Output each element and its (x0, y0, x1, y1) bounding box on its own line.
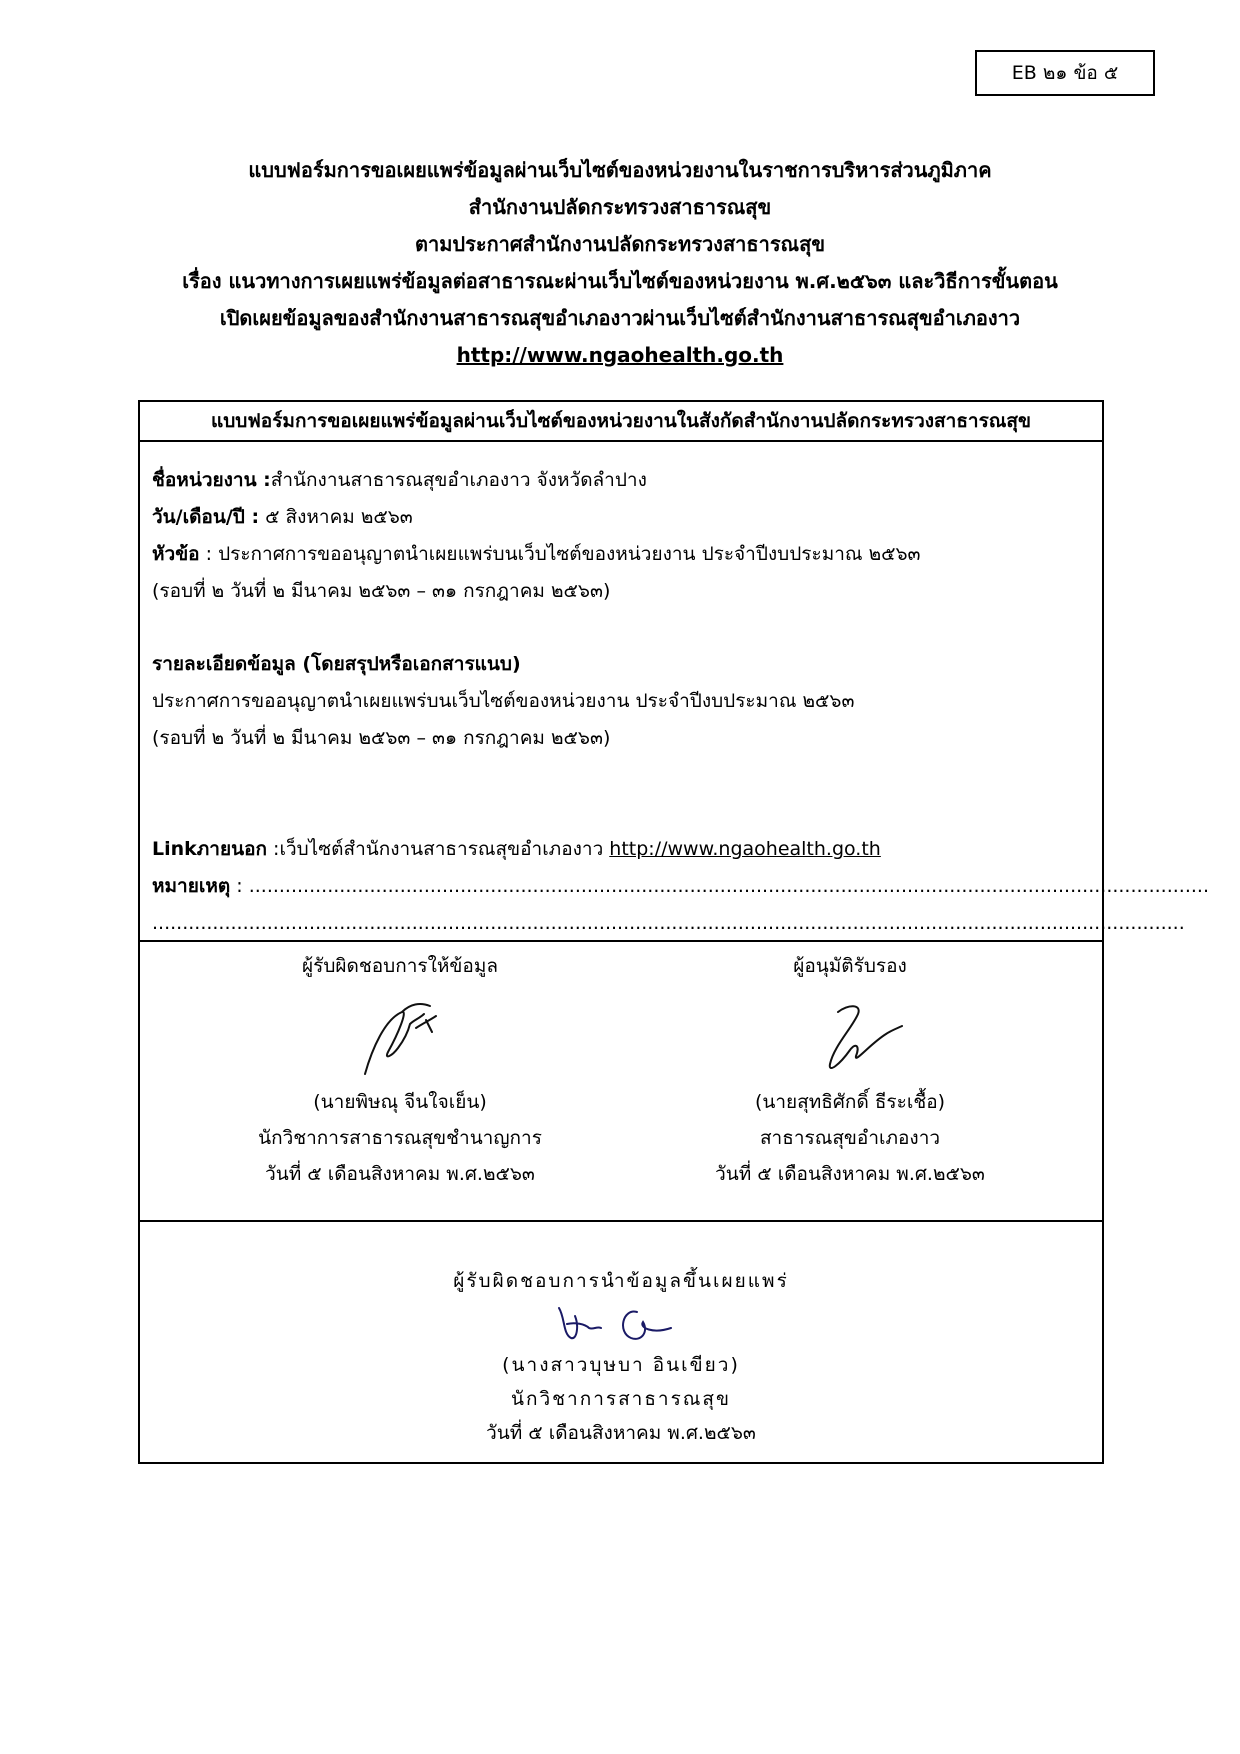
header-line-2: สำนักงานปลัดกระทรวงสาธารณสุข (468, 195, 772, 219)
form-title: แบบฟอร์มการขอเผยแพร่ข้อมูลผ่านเว็บไซต์ของหน่วยงานในสังกัดสำนักงานปลัดกระทรวงสาธารณสุข (140, 402, 1102, 442)
section-divider-1 (140, 940, 1102, 942)
external-link-url[interactable]: http://www.ngaohealth.go.th (609, 838, 881, 860)
responsible-date: วันที่ ๕ เดือนสิงหาคม พ.ศ.๒๕๖๓ (265, 1163, 535, 1185)
responsible-heading: ผู้รับผิดชอบการให้ข้อมูล (302, 955, 498, 977)
publisher-signature-block (140, 1264, 1102, 1450)
external-link-label: Linkภายนอก (152, 838, 268, 860)
detail-line-2: (รอบที่ ๒ วันที่ ๒ มีนาคม ๒๕๖๓ – ๓๑ กรกฎาคม ๒๕๖๓) (152, 727, 611, 749)
publisher-heading: ผู้รับผิดชอบการนำข้อมูลขึ้นเผยแพร่ (453, 1270, 789, 1292)
responsible-name: (นายพิษณุ จีนใจเย็น) (313, 1091, 487, 1113)
form-info-section (152, 462, 1209, 942)
approver-signature-block (680, 948, 1020, 1192)
header-url-link[interactable]: http://www.ngaohealth.go.th (456, 343, 784, 367)
date-label: วัน/เดือน/ปี : (152, 506, 260, 528)
note-dots: : ............................................................................................................................................................... (230, 875, 1209, 897)
approver-date: วันที่ ๕ เดือนสิงหาคม พ.ศ.๒๕๖๓ (715, 1163, 985, 1185)
publisher-signature (140, 1298, 1102, 1348)
external-link-text: :เว็บไซต์สำนักงานสาธารณสุขอำเภองาว (267, 838, 610, 860)
document-code: EB ๒๑ ข้อ ๕ (1011, 62, 1119, 84)
note-label: หมายเหตุ (152, 875, 231, 897)
publication-form (138, 400, 1209, 1464)
header-line-5: เปิดเผยข้อมูลของสำนักงานสาธารณสุขอำเภองาวผ่านเว็บไซต์สำนักงานสาธารณสุขอำเภองาว (219, 306, 1021, 330)
detail-line-1: ประกาศการขออนุญาตนำเผยแพร่บนเว็บไซต์ของหน่วยงาน ประจำปีงบประมาณ ๒๕๖๓ (152, 690, 855, 712)
publisher-position: นักวิชาการสาธารณสุข (510, 1388, 732, 1410)
unit-value: สำนักงานสาธารณสุขอำเภองาว จังหวัดลำปาง (270, 469, 647, 491)
topic-row (152, 536, 1092, 573)
date-row (152, 499, 1092, 536)
header-line-3: ตามประกาศสำนักงานปลัดกระทรวงสาธารณสุข (414, 232, 825, 256)
unit-row (152, 462, 1092, 499)
approver-name: (นายสุทธิศักดิ์ ธีระเชื้อ) (754, 1091, 946, 1113)
responsible-signature-block (230, 948, 570, 1192)
header-line-1: แบบฟอร์มการขอเผยแพร่ข้อมูลผ่านเว็บไซต์ของหน่วยงานในราชการบริหารส่วนภูมิภาค (248, 158, 992, 182)
topic-label: หัวข้อ (152, 543, 200, 565)
note-row (152, 868, 1209, 905)
unit-label: ชื่อหน่วยงาน : (152, 469, 271, 491)
section-divider-2 (140, 1220, 1102, 1222)
topic-round: (รอบที่ ๒ วันที่ ๒ มีนาคม ๒๕๖๓ – ๓๑ กรกฎาคม ๒๕๖๓) (152, 580, 611, 602)
topic-value: : ประกาศการขออนุญาตนำเผยแพร่บนเว็บไซต์ของหน่วยงาน ประจำปีงบประมาณ ๒๕๖๓ (199, 543, 921, 565)
document-code-box (975, 50, 1155, 96)
responsible-signature (230, 984, 570, 1084)
publisher-name: (นางสาวบุษบา อินเขียว) (502, 1354, 740, 1376)
detail-label: รายละเอียดข้อมูล (โดยสรุปหรือเอกสารแนบ) (152, 653, 521, 675)
approver-signature (680, 984, 1020, 1084)
note-dots-line-2: ........................................................................................................................................................................... (152, 912, 1185, 934)
date-value: ๕ สิงหาคม ๒๕๖๓ (259, 506, 413, 528)
header-line-4: เรื่อง แนวทางการเผยแพร่ข้อมูลต่อสาธารณะผ่านเว็บไซต์ของหน่วยงาน พ.ศ.๒๕๖๓ และวิธีการขั้นตอน (182, 269, 1058, 293)
approver-heading: ผู้อนุมัติรับรอง (793, 955, 907, 977)
responsible-position: นักวิชาการสาธารณสุขชำนาญการ (258, 1127, 542, 1149)
publisher-date: วันที่ ๕ เดือนสิงหาคม พ.ศ.๒๕๖๓ (486, 1422, 756, 1444)
external-link-row (152, 831, 1092, 868)
approver-position: สาธารณสุขอำเภองาว (759, 1127, 941, 1149)
document-header (100, 152, 1140, 374)
